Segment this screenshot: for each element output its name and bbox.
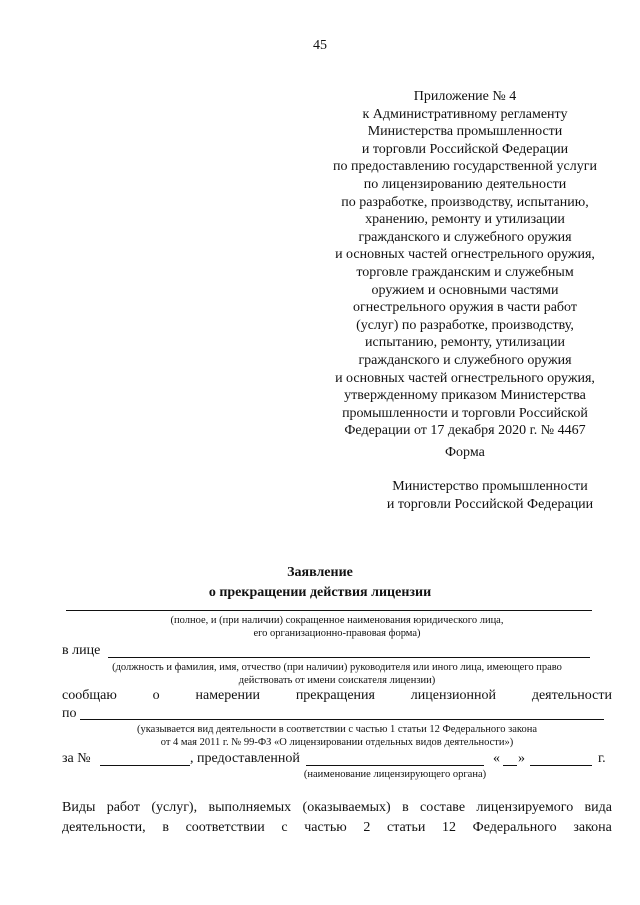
annex-line: к Административному регламенту — [362, 106, 568, 122]
statement-word: прекращения — [295, 688, 375, 703]
annex-line: Министерства промышленности — [367, 124, 563, 140]
annex-line: и торговли Российской Федерации — [361, 141, 569, 157]
paragraph-word: составе — [420, 800, 466, 815]
license-number-field-line[interactable] — [100, 765, 190, 766]
statement-word: намерении — [195, 688, 260, 703]
annex-line: по разработке, производству, испытанию, — [341, 194, 589, 210]
activity-hint — [62, 723, 612, 749]
annex-line: по лицензированию деятельности — [363, 176, 567, 192]
year-suffix: г. — [598, 751, 606, 766]
statement-word: сообщаю — [62, 688, 117, 703]
annex-line: промышленности и торговли Российской — [342, 405, 588, 421]
annex-line: (услуг) по разработке, производству, — [356, 317, 574, 333]
hint-line: (указывается вид деятельности в соответствии с частью 1 статьи 12 Федерального закона — [136, 724, 537, 735]
annex-line: утвержденному приказом Министерства — [344, 388, 586, 404]
annex-line: испытанию, ремонту, утилизации — [365, 335, 565, 351]
paragraph-word: 12 — [442, 820, 456, 835]
ministry-line: и торговли Российской Федерации — [386, 497, 594, 512]
title-line: Заявление — [287, 565, 353, 580]
paragraph-word: соответствии — [185, 820, 265, 835]
hint-line: действовать от имени соискателя лицензии) — [238, 675, 436, 686]
day-field-line[interactable] — [503, 765, 517, 766]
month-field-line[interactable] — [530, 765, 592, 766]
hint-line: его организационно-правовая форма) — [253, 628, 421, 639]
legal-name-hint — [62, 614, 612, 640]
annex-line: Федерации от 17 декабря 2020 г. № 4467 — [344, 423, 586, 439]
hint-line: от 4 мая 2011 г. № 99-ФЗ «О лицензировании отдельных видов деятельности») — [160, 737, 514, 748]
annex-line: Приложение № 4 — [413, 89, 517, 104]
annex-line: хранению, ремонту и утилизации — [365, 212, 565, 228]
ministry-addressee — [365, 478, 615, 514]
statement-word: о — [152, 688, 160, 703]
paragraph-word: работ — [106, 800, 140, 815]
form-label: Форма — [445, 445, 485, 460]
hint-line: (полное, и (при наличии) сокращенное наименования юридического лица, — [170, 615, 504, 626]
annex-line: огнестрельного оружия в части работ — [353, 300, 577, 316]
in-person-label: в лице — [62, 643, 101, 658]
annex-line: и основных частей огнестрельного оружия, — [335, 247, 595, 263]
paragraph-word: в — [402, 800, 409, 815]
statement-word: деятельности — [531, 688, 612, 703]
paragraph-word: деятельности, — [62, 820, 146, 835]
annex-line: торговле гражданским и служебным — [356, 264, 574, 280]
annex-header — [310, 88, 620, 440]
quote-open: « — [493, 751, 500, 766]
page-number: 45 — [313, 38, 327, 53]
paragraph-word: статьи — [386, 820, 426, 835]
paragraph-word: в — [162, 820, 169, 835]
provided-label: , предоставленной — [190, 751, 300, 766]
annex-line: и основных частей огнестрельного оружия, — [335, 370, 595, 386]
paragraph-word: с — [281, 820, 288, 835]
paragraph-word: 2 — [363, 820, 371, 835]
paragraph-word: лицензируемого — [476, 800, 574, 815]
annex-line: по предоставлению государственной услуги — [333, 159, 597, 175]
quote-close: » — [518, 751, 525, 766]
hint-line: (должность и фамилия, имя, отчество (при наличии) руководителя или иного лица, имеющего право — [112, 662, 562, 673]
title-line: о прекращении действия лицензии — [208, 585, 432, 600]
paragraph-word: вида — [584, 800, 612, 815]
ministry-line: Министерство промышленности — [392, 479, 588, 494]
annex-line: гражданского и служебного оружия — [358, 229, 572, 245]
person-hint — [62, 661, 612, 687]
po-label: по — [62, 706, 77, 721]
works-paragraph-line — [62, 800, 612, 816]
license-number-label: за № — [62, 751, 91, 766]
paragraph-word: частью — [304, 820, 347, 835]
person-field-line[interactable] — [108, 657, 590, 658]
paragraph-word: выполняемых — [208, 800, 292, 815]
paragraph-word: (услуг), — [151, 800, 198, 815]
legal-name-field-line[interactable] — [66, 610, 592, 611]
paragraph-word: Виды — [62, 800, 96, 815]
works-paragraph-line — [62, 820, 612, 836]
paragraph-word: (оказываемых) — [302, 800, 391, 815]
annex-line: оружием и основными частями — [371, 282, 559, 298]
paragraph-word: Федерального — [472, 820, 557, 835]
document-title — [0, 563, 640, 603]
paragraph-word: закона — [573, 820, 612, 835]
annex-line: гражданского и служебного оружия — [358, 352, 572, 368]
activity-field-line[interactable] — [80, 719, 604, 720]
authority-hint: (наименование лицензирующего органа) — [303, 769, 487, 780]
statement-word: лицензионной — [410, 688, 496, 703]
authority-field-line[interactable] — [306, 765, 484, 766]
statement-row — [62, 688, 612, 704]
